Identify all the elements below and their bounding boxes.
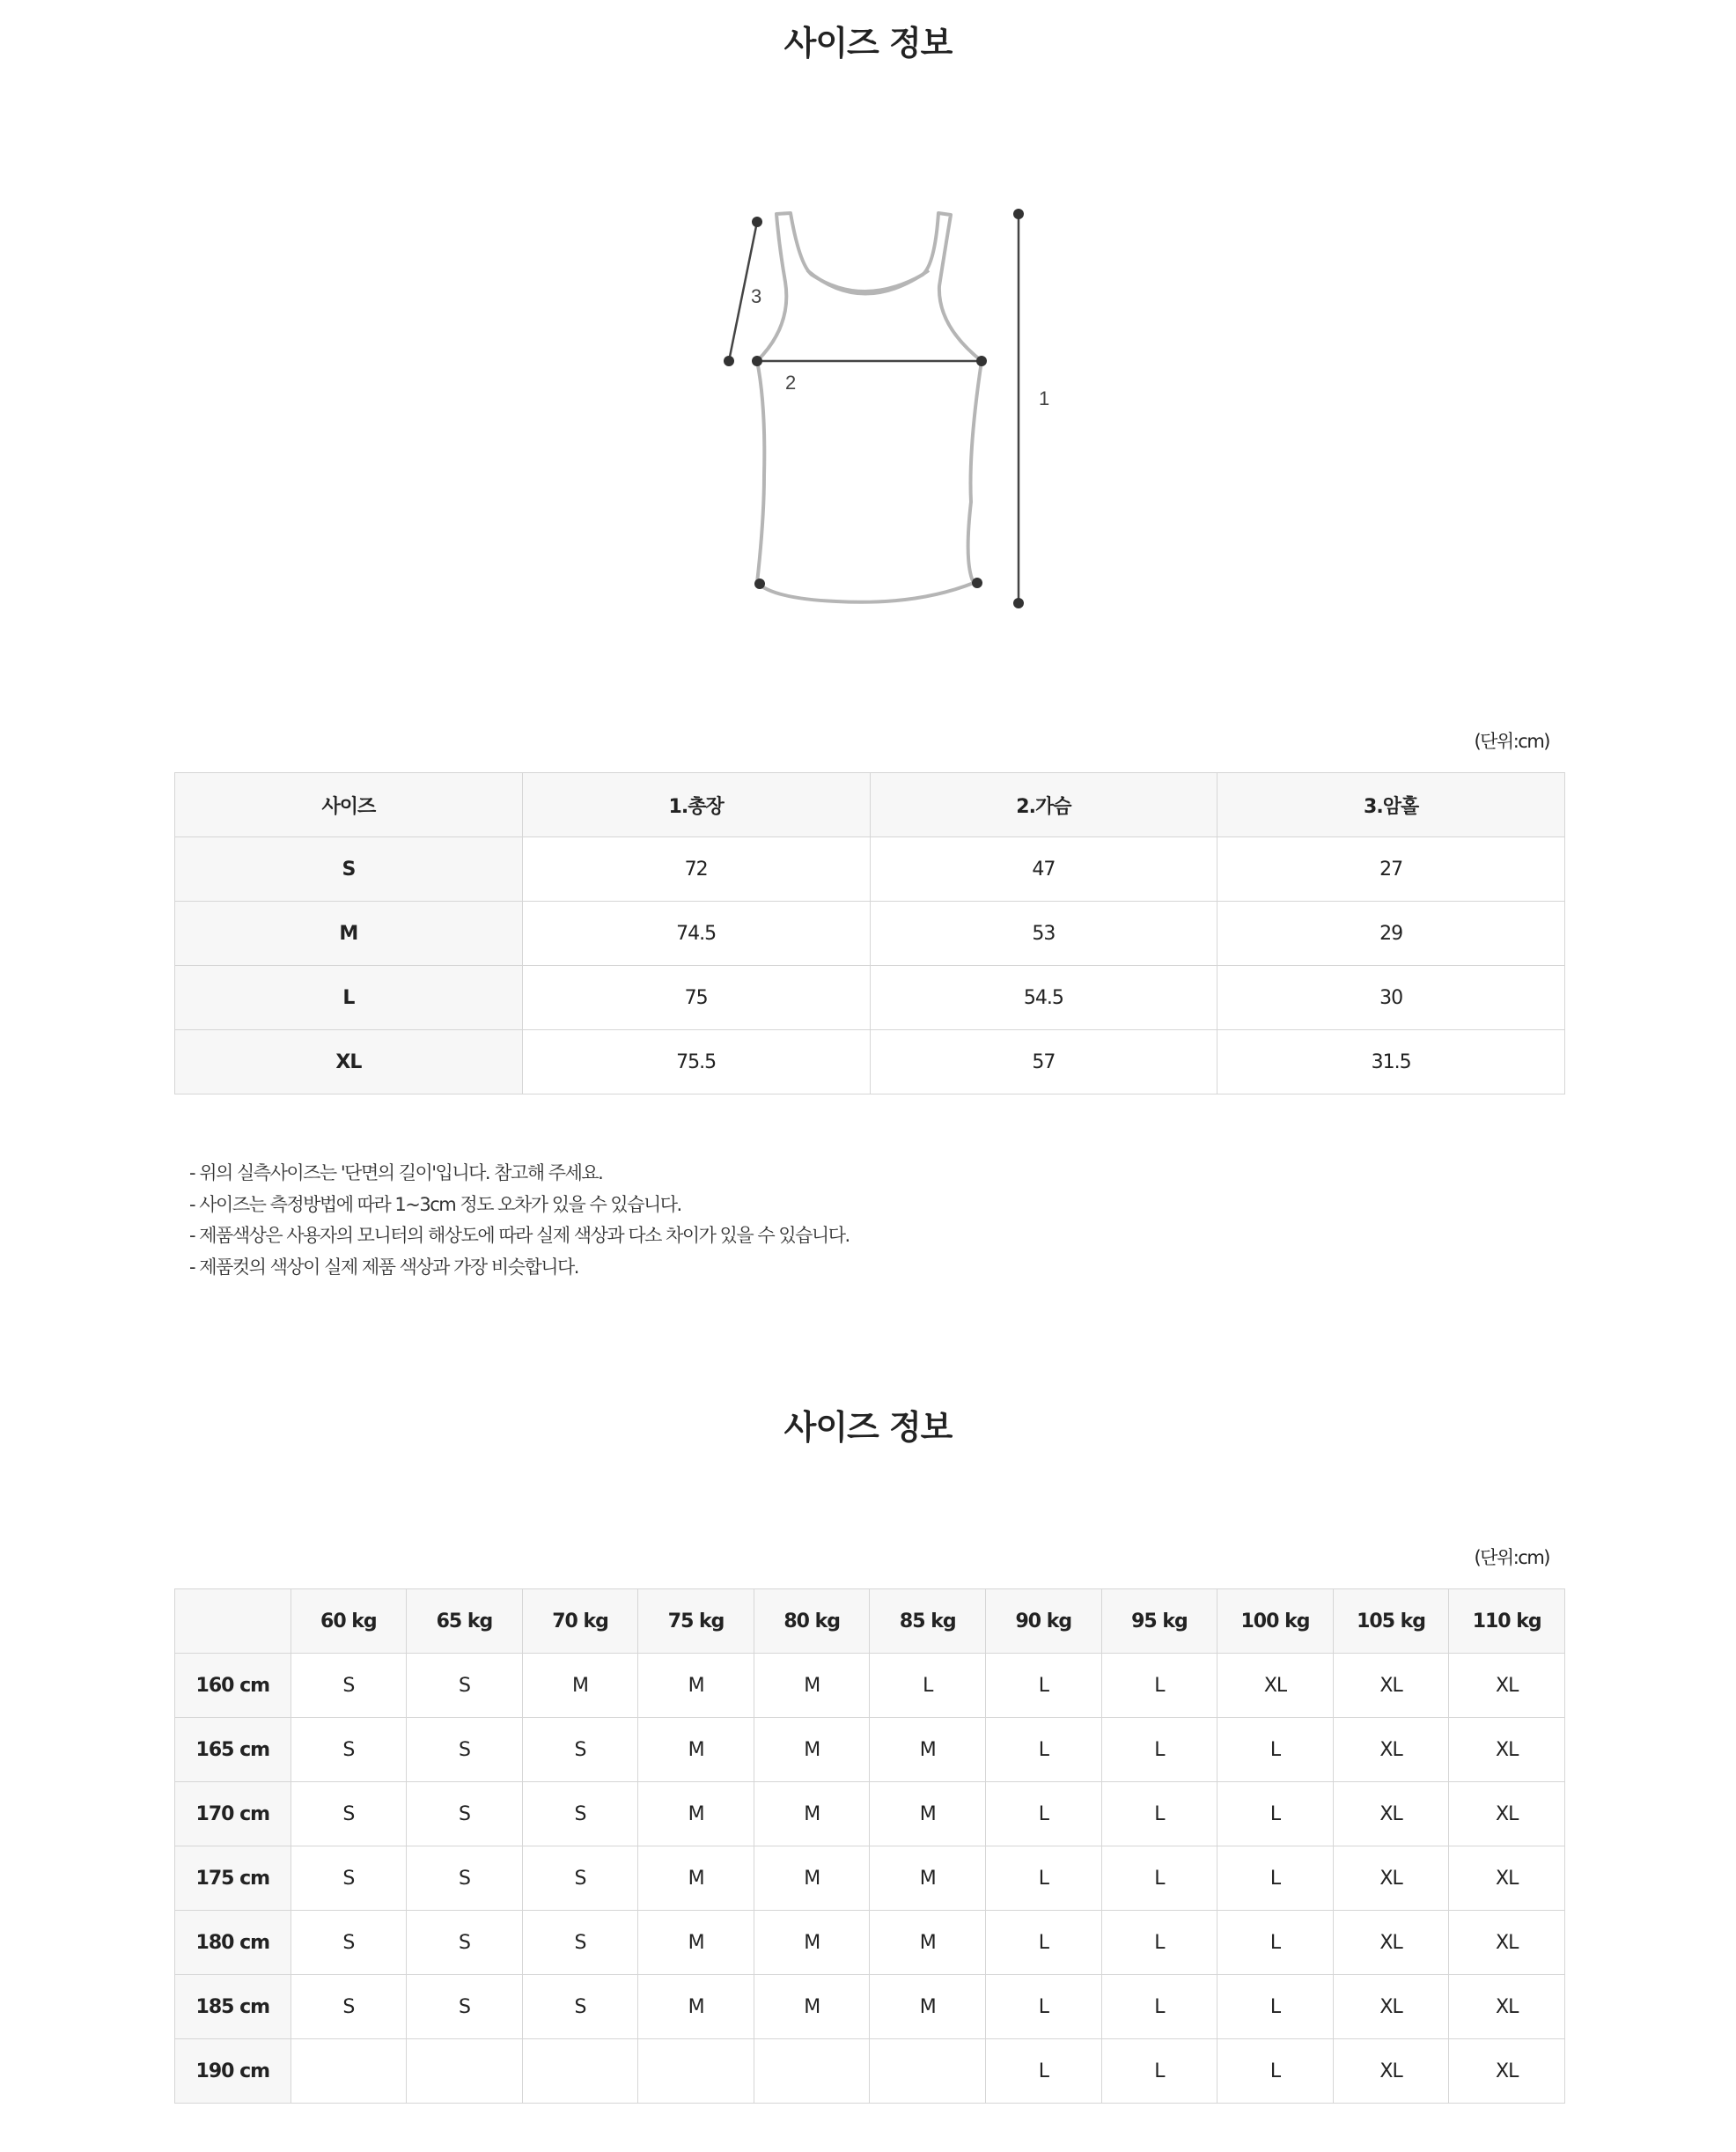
unit-label: (단위:cm) — [1474, 1547, 1549, 1568]
table-cell: 53 — [870, 902, 1217, 966]
table-cell: S — [407, 1718, 523, 1782]
table-cell: 75.5 — [522, 1030, 870, 1094]
table-cell: L — [1217, 2039, 1334, 2104]
table-cell: S — [291, 1846, 407, 1911]
weight-header: 105 kg — [1333, 1589, 1449, 1654]
table-cell: 72 — [522, 837, 870, 902]
column-header: 3.암홀 — [1217, 773, 1565, 837]
table-cell: S — [407, 1654, 523, 1718]
table-row — [175, 1975, 1565, 2039]
table-cell: M — [638, 1846, 754, 1911]
table-cell: S — [522, 1911, 638, 1975]
table-cell: S — [291, 1975, 407, 2039]
table-cell: XL — [1449, 1846, 1565, 1911]
table-cell: 27 — [1217, 837, 1565, 902]
measure-label-1: 1 — [1039, 387, 1050, 409]
size-notes — [189, 1158, 850, 1283]
weight-header: 65 kg — [407, 1589, 523, 1654]
table-cell: 47 — [870, 837, 1217, 902]
table-row — [175, 1782, 1565, 1846]
table-cell: M — [638, 1975, 754, 2039]
table-cell: M — [638, 1782, 754, 1846]
table-cell: L — [1101, 1718, 1217, 1782]
table-cell: L — [1217, 1911, 1334, 1975]
table-cell — [291, 2039, 407, 2104]
table-cell: L — [986, 1654, 1102, 1718]
table-cell: XL — [1449, 1654, 1565, 1718]
table-cell: L — [1101, 1782, 1217, 1846]
weight-header: 85 kg — [870, 1589, 986, 1654]
size-measurement-table — [174, 772, 1565, 1094]
height-label: 170 cm — [175, 1782, 291, 1846]
table-cell: L — [870, 1654, 986, 1718]
table-cell: XL — [1449, 1718, 1565, 1782]
table-cell: S — [291, 1654, 407, 1718]
column-header: 사이즈 — [175, 773, 523, 837]
hem-dot-left — [754, 579, 765, 589]
table-cell: M — [754, 1846, 870, 1911]
table-cell: L — [1217, 1846, 1334, 1911]
table-cell: M — [754, 1975, 870, 2039]
table-row — [175, 902, 1565, 966]
note-item: - 제품색상은 사용자의 모니터의 해상도에 따라 실제 색상과 다소 차이가 있을 수 있습니다. — [189, 1225, 850, 1246]
table-header-row — [175, 773, 1565, 837]
table-cell: XL — [1449, 1782, 1565, 1846]
table-cell — [407, 2039, 523, 2104]
table-cell: M — [638, 1718, 754, 1782]
height-label: 180 cm — [175, 1911, 291, 1975]
table-cell: XL — [1333, 2039, 1449, 2104]
table-cell: M — [522, 1654, 638, 1718]
table-cell: XL — [1333, 1782, 1449, 1846]
height-label: 190 cm — [175, 2039, 291, 2104]
table-cell: M — [870, 1718, 986, 1782]
table-row — [175, 2039, 1565, 2104]
table-cell: S — [291, 1911, 407, 1975]
table-cell: L — [986, 1911, 1102, 1975]
table-cell: XL — [1217, 1654, 1334, 1718]
table-row — [175, 1911, 1565, 1975]
table-cell: XL — [1449, 1975, 1565, 2039]
size-label: M — [175, 902, 523, 966]
section-title: 사이즈 정보 — [783, 1408, 953, 1447]
measure-label-3: 3 — [751, 285, 762, 307]
table-cell: XL — [1449, 2039, 1565, 2104]
table-cell: 30 — [1217, 966, 1565, 1030]
table-cell: XL — [1333, 1846, 1449, 1911]
table-cell: M — [754, 1782, 870, 1846]
table-cell: L — [1101, 2039, 1217, 2104]
unit-label: (단위:cm) — [1474, 731, 1549, 752]
table-cell — [638, 2039, 754, 2104]
measure-label-2: 2 — [785, 372, 797, 394]
chest-dot-left — [752, 356, 762, 366]
table-cell: L — [986, 2039, 1102, 2104]
table-cell — [754, 2039, 870, 2104]
size-recommendation-table — [174, 1588, 1565, 2104]
note-item: - 위의 실측사이즈는 '단면의 길이'입니다. 참고해 주세요. — [189, 1162, 603, 1183]
table-cell: S — [407, 1975, 523, 2039]
table-cell — [870, 2039, 986, 2104]
table-cell: 75 — [522, 966, 870, 1030]
note-item: - 제품컷의 색상이 실제 제품 색상과 가장 비슷합니다. — [189, 1256, 578, 1278]
table-cell: XL — [1333, 1911, 1449, 1975]
note-item: - 사이즈는 측정방법에 따라 1~3cm 정도 오차가 있을 수 있습니다. — [189, 1193, 681, 1215]
table-cell: L — [1217, 1718, 1334, 1782]
height-label: 160 cm — [175, 1654, 291, 1718]
table-cell: L — [1101, 1975, 1217, 2039]
weight-header: 60 kg — [291, 1589, 407, 1654]
weight-header: 95 kg — [1101, 1589, 1217, 1654]
size-label: S — [175, 837, 523, 902]
table-cell: L — [1101, 1846, 1217, 1911]
table-cell: L — [1217, 1782, 1334, 1846]
column-header: 1.총장 — [522, 773, 870, 837]
weight-header: 70 kg — [522, 1589, 638, 1654]
table-row — [175, 1654, 1565, 1718]
table-cell: L — [986, 1975, 1102, 2039]
table-cell: S — [522, 1975, 638, 2039]
tank-top-diagram — [687, 185, 1074, 643]
table-row — [175, 1718, 1565, 1782]
table-cell: 29 — [1217, 902, 1565, 966]
table-header-row — [175, 1589, 1565, 1654]
table-cell: M — [638, 1654, 754, 1718]
garment-outline — [757, 213, 982, 602]
table-cell: M — [754, 1654, 870, 1718]
table-cell: M — [870, 1911, 986, 1975]
height-label: 165 cm — [175, 1718, 291, 1782]
table-cell: S — [407, 1911, 523, 1975]
table-row — [175, 1846, 1565, 1911]
length-dot-top — [1013, 209, 1024, 219]
chest-dot-right — [976, 356, 987, 366]
height-label: 175 cm — [175, 1846, 291, 1911]
table-cell: M — [870, 1975, 986, 2039]
table-cell: L — [986, 1718, 1102, 1782]
table-cell: M — [754, 1911, 870, 1975]
corner-header — [175, 1589, 291, 1654]
table-cell: 74.5 — [522, 902, 870, 966]
table-cell: S — [291, 1782, 407, 1846]
weight-header: 100 kg — [1217, 1589, 1334, 1654]
table-row — [175, 837, 1565, 902]
armhole-dot-top — [752, 217, 762, 227]
table-cell: XL — [1449, 1911, 1565, 1975]
table-cell — [522, 2039, 638, 2104]
column-header: 2.가슴 — [870, 773, 1217, 837]
table-cell: M — [870, 1846, 986, 1911]
weight-header: 75 kg — [638, 1589, 754, 1654]
table-row — [175, 1030, 1565, 1094]
weight-header: 90 kg — [986, 1589, 1102, 1654]
table-cell: S — [291, 1718, 407, 1782]
table-cell: L — [1217, 1975, 1334, 2039]
table-cell: 31.5 — [1217, 1030, 1565, 1094]
table-cell: XL — [1333, 1718, 1449, 1782]
page-title: 사이즈 정보 — [783, 24, 953, 63]
table-cell: L — [986, 1782, 1102, 1846]
table-cell: S — [522, 1782, 638, 1846]
table-cell: S — [407, 1782, 523, 1846]
table-cell: M — [870, 1782, 986, 1846]
size-label: XL — [175, 1030, 523, 1094]
table-row — [175, 966, 1565, 1030]
table-cell: M — [638, 1911, 754, 1975]
hem-dot-right — [972, 578, 982, 588]
table-cell: L — [1101, 1654, 1217, 1718]
armhole-dot-bottom — [724, 356, 734, 366]
height-label: 185 cm — [175, 1975, 291, 2039]
table-cell: 54.5 — [870, 966, 1217, 1030]
table-cell: XL — [1333, 1975, 1449, 2039]
table-cell: 57 — [870, 1030, 1217, 1094]
table-cell: S — [522, 1718, 638, 1782]
table-cell: XL — [1333, 1654, 1449, 1718]
length-dot-bottom — [1013, 598, 1024, 608]
weight-header: 80 kg — [754, 1589, 870, 1654]
weight-header: 110 kg — [1449, 1589, 1565, 1654]
table-cell: S — [522, 1846, 638, 1911]
table-cell: S — [407, 1846, 523, 1911]
table-cell: L — [1101, 1911, 1217, 1975]
table-cell: L — [986, 1846, 1102, 1911]
table-cell: M — [754, 1718, 870, 1782]
size-label: L — [175, 966, 523, 1030]
